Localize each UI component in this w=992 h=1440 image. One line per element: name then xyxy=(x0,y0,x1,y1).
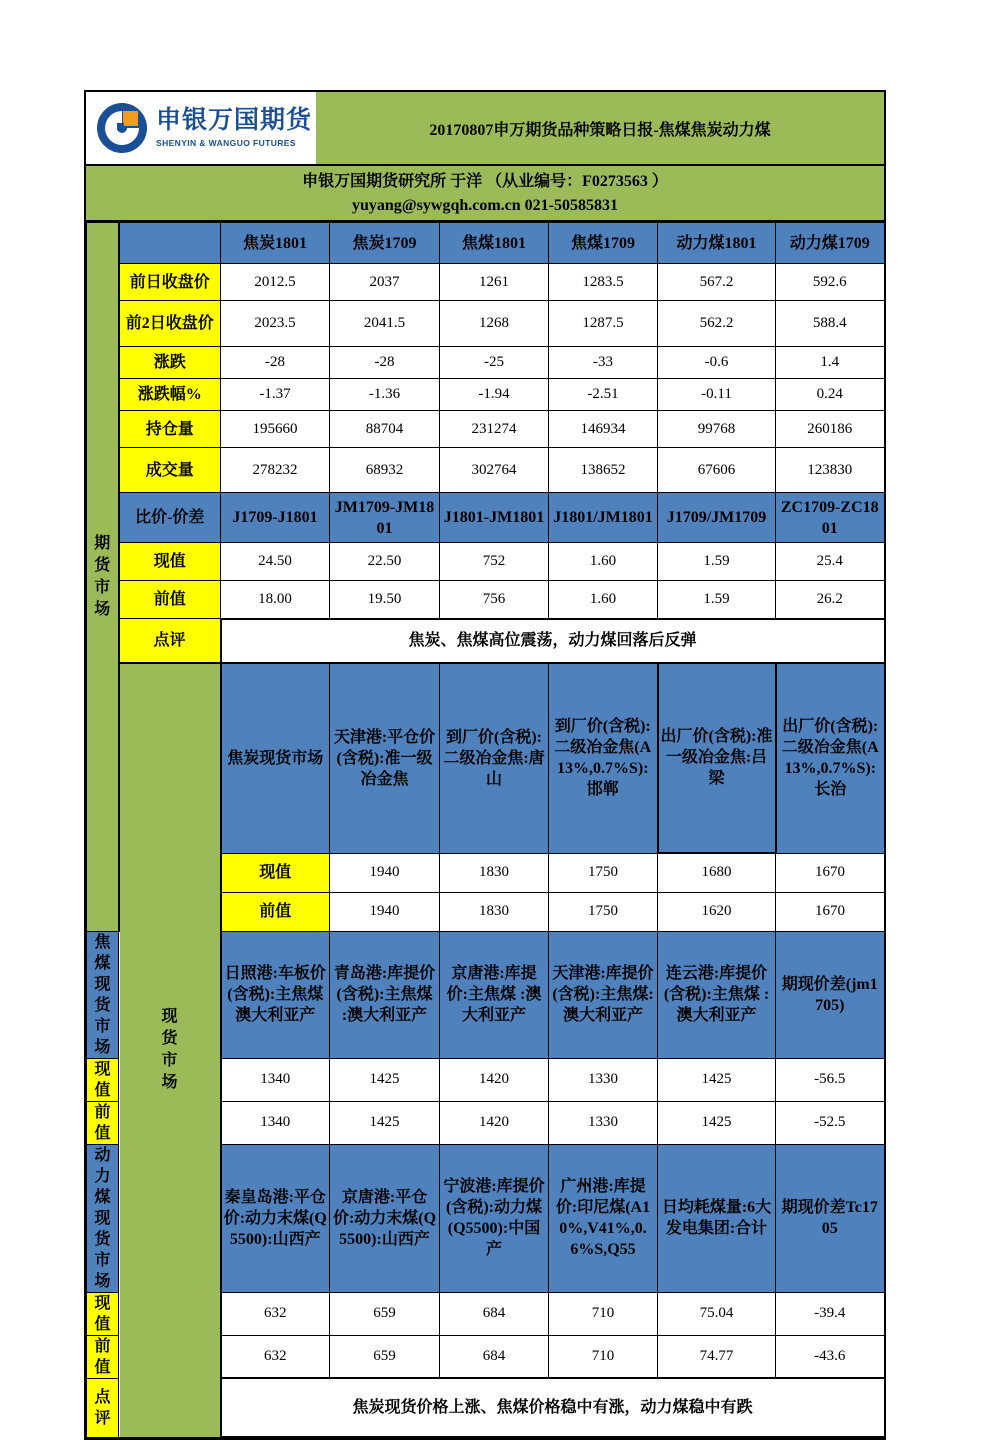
futures-value: 2023.5 xyxy=(221,301,330,347)
futures-value: -28 xyxy=(330,347,440,379)
futures-column-header: 焦炭1709 xyxy=(330,223,440,264)
spread-row-label: 现值 xyxy=(119,543,221,581)
thermal-coal-column-header: 期现价差Tc1705 xyxy=(776,1144,885,1292)
coking-coal-value: 1425 xyxy=(330,1058,440,1101)
coke-value: 1940 xyxy=(330,853,440,892)
thermal-coal-value: 684 xyxy=(440,1292,549,1335)
logo-text xyxy=(156,108,312,148)
shenyin-logo-icon xyxy=(96,102,148,154)
strategy-report-sheet xyxy=(84,90,886,1440)
spread-column-header: JM1709-JM1801 xyxy=(330,493,440,543)
futures-section-label: 期 货 市 场 xyxy=(87,223,119,932)
futures-value: 99768 xyxy=(658,411,776,448)
futures-value: 2012.5 xyxy=(221,264,330,301)
futures-value: 567.2 xyxy=(658,264,776,301)
thermal-coal-value: 74.77 xyxy=(658,1335,776,1378)
thermal-coal-value: 710 xyxy=(549,1292,658,1335)
futures-value: 588.4 xyxy=(776,301,885,347)
thermal-coal-value: 659 xyxy=(330,1335,440,1378)
futures-value: 0.24 xyxy=(776,379,885,411)
futures-value: 592.6 xyxy=(776,264,885,301)
futures-value: -0.11 xyxy=(658,379,776,411)
futures-row-label: 前2日收盘价 xyxy=(119,301,221,347)
coke-row-label: 现值 xyxy=(221,853,330,892)
coking-coal-value: 1425 xyxy=(330,1101,440,1144)
futures-data-row xyxy=(87,448,885,493)
futures-comment-label: 点评 xyxy=(119,619,221,663)
spread-column-header: J1709/JM1709 xyxy=(658,493,776,543)
thermal-coal-value: -43.6 xyxy=(776,1335,885,1378)
futures-value: 195660 xyxy=(221,411,330,448)
thermal-coal-value: 710 xyxy=(549,1335,658,1378)
coking-coal-value: 1420 xyxy=(440,1101,549,1144)
futures-data-row xyxy=(87,411,885,448)
futures-row-label: 成交量 xyxy=(119,448,221,493)
coke-column-header: 出厂价(含税):二级冶金焦(A13%,0.7%S):长治 xyxy=(776,663,885,854)
futures-value: 1283.5 xyxy=(549,264,658,301)
coking-coal-row-label: 现值 xyxy=(87,1058,119,1101)
futures-row-label: 涨跌幅% xyxy=(119,379,221,411)
spread-column-header: J1709-J1801 xyxy=(221,493,330,543)
spread-value: 1.60 xyxy=(549,581,658,619)
futures-value: -1.37 xyxy=(221,379,330,411)
spread-value: 18.00 xyxy=(221,581,330,619)
coke-column-header: 出厂价(含税):准一级冶金焦:吕梁 xyxy=(658,663,776,854)
coke-value: 1830 xyxy=(440,892,549,931)
spread-value: 24.50 xyxy=(221,543,330,581)
spread-value: 1.59 xyxy=(658,543,776,581)
coke-value: 1620 xyxy=(658,892,776,931)
coke-column-header: 天津港:平仓价(含税):准一级冶金焦 xyxy=(330,663,440,854)
spread-column-header: J1801/JM1801 xyxy=(549,493,658,543)
coke-market-label: 焦炭现货市场 xyxy=(221,663,330,854)
coking-coal-value: -56.5 xyxy=(776,1058,885,1101)
futures-data-row xyxy=(87,301,885,347)
coking-coal-column-header: 京唐港:库提价:主焦煤 :澳大利亚产 xyxy=(440,931,549,1058)
futures-row-label: 持仓量 xyxy=(119,411,221,448)
coke-value: 1670 xyxy=(776,853,885,892)
futures-value: 231274 xyxy=(440,411,549,448)
futures-value: 1.4 xyxy=(776,347,885,379)
futures-column-header: 动力煤1709 xyxy=(776,223,885,264)
futures-value: -1.94 xyxy=(440,379,549,411)
coking-coal-value: 1340 xyxy=(221,1101,330,1144)
thermal-coal-column-header: 宁波港:库提价(含税):动力煤(Q5500):中国产 xyxy=(440,1144,549,1292)
futures-value: 138652 xyxy=(549,448,658,493)
futures-value: 278232 xyxy=(221,448,330,493)
company-logo xyxy=(86,92,316,164)
futures-value: -2.51 xyxy=(549,379,658,411)
spread-data-row xyxy=(87,581,885,619)
coke-value: 1750 xyxy=(549,853,658,892)
futures-value: 146934 xyxy=(549,411,658,448)
coke-header-row xyxy=(87,663,885,854)
spread-row-label: 前值 xyxy=(119,581,221,619)
coking-coal-value: -52.5 xyxy=(776,1101,885,1144)
coking-coal-column-header: 连云港:库提价(含税):主焦煤 :澳大利亚产 xyxy=(658,931,776,1058)
coking-coal-row-label: 前值 xyxy=(87,1101,119,1144)
thermal-coal-column-header: 广州港:库提价:印尼煤(A10%,V41%,0.6%S,Q55 xyxy=(549,1144,658,1292)
futures-row-label: 涨跌 xyxy=(119,347,221,379)
thermal-coal-value: -39.4 xyxy=(776,1292,885,1335)
coking-coal-market-label: 焦煤现货市场 xyxy=(87,931,119,1058)
spread-header-row xyxy=(87,493,885,543)
thermal-coal-row-label: 现值 xyxy=(87,1292,119,1335)
spread-value: 1.60 xyxy=(549,543,658,581)
futures-value: 2037 xyxy=(330,264,440,301)
futures-value: 68932 xyxy=(330,448,440,493)
coke-value: 1940 xyxy=(330,892,440,931)
futures-comment-row xyxy=(87,619,885,663)
spot-section-label: 现 货 市 场 xyxy=(119,663,221,1438)
futures-column-header: 动力煤1801 xyxy=(658,223,776,264)
thermal-coal-value: 659 xyxy=(330,1292,440,1335)
thermal-coal-value: 632 xyxy=(221,1335,330,1378)
futures-value: 123830 xyxy=(776,448,885,493)
coking-coal-value: 1425 xyxy=(658,1058,776,1101)
coke-column-header: 到厂价(含税):二级冶金焦(A13%,0.7%S):邯郸 xyxy=(549,663,658,854)
futures-value: 2041.5 xyxy=(330,301,440,347)
thermal-coal-column-header: 京唐港:平仓价:动力末煤(Q5500):山西产 xyxy=(330,1144,440,1292)
report-header xyxy=(86,92,884,166)
author-contact: yuyang@sywgqh.com.cn 021-50585831 xyxy=(351,197,618,214)
coking-coal-value: 1420 xyxy=(440,1058,549,1101)
coke-value: 1830 xyxy=(440,853,549,892)
thermal-coal-value: 632 xyxy=(221,1292,330,1335)
futures-value: 260186 xyxy=(776,411,885,448)
futures-value: -28 xyxy=(221,347,330,379)
futures-column-header: 焦煤1801 xyxy=(440,223,549,264)
futures-comment: 焦炭、焦煤高位震荡，动力煤回落后反弹 xyxy=(221,619,885,663)
data-grid xyxy=(86,222,886,1438)
futures-value: 302764 xyxy=(440,448,549,493)
spread-value: 25.4 xyxy=(776,543,885,581)
futures-data-row xyxy=(87,379,885,411)
futures-value: 88704 xyxy=(330,411,440,448)
coking-coal-column-header: 天津港:库提价(含税):主焦煤:澳大利亚产 xyxy=(549,931,658,1058)
spread-value: 19.50 xyxy=(330,581,440,619)
spread-value: 756 xyxy=(440,581,549,619)
logo-chinese-name: 申银万国期货 xyxy=(156,106,313,134)
spot-comment: 焦炭现货价格上涨、焦煤价格稳中有涨，动力煤稳中有跌 xyxy=(221,1378,885,1437)
coke-value: 1670 xyxy=(776,892,885,931)
spread-column-header: J1801-JM1801 xyxy=(440,493,549,543)
spot-comment-label: 点评 xyxy=(87,1378,119,1437)
report-title: 20170807申万期货品种策略日报-焦煤焦炭动力煤 xyxy=(316,92,884,164)
thermal-coal-row-label: 前值 xyxy=(87,1335,119,1378)
spread-value: 26.2 xyxy=(776,581,885,619)
thermal-coal-market-label: 动力煤现货市场 xyxy=(87,1144,119,1292)
spread-value: 752 xyxy=(440,543,549,581)
thermal-coal-column-header: 日均耗煤量:6大发电集团:合计 xyxy=(658,1144,776,1292)
futures-value: 1261 xyxy=(440,264,549,301)
thermal-coal-column-header: 秦皇岛港:平仓价:动力末煤(Q5500):山西产 xyxy=(221,1144,330,1292)
futures-header-corner xyxy=(119,223,221,264)
author-info xyxy=(86,166,884,222)
futures-value: -25 xyxy=(440,347,549,379)
spread-value: 22.50 xyxy=(330,543,440,581)
futures-value: -1.36 xyxy=(330,379,440,411)
coke-value: 1750 xyxy=(549,892,658,931)
coke-column-header: 到厂价(含税):二级冶金焦:唐山 xyxy=(440,663,549,854)
author-line: 申银万国期货研究所 于洋 （从业编号：F0273563 ） xyxy=(302,173,668,190)
coking-coal-value: 1330 xyxy=(549,1101,658,1144)
futures-value: 1287.5 xyxy=(549,301,658,347)
futures-value: 67606 xyxy=(658,448,776,493)
futures-column-header: 焦炭1801 xyxy=(221,223,330,264)
futures-row-label: 前日收盘价 xyxy=(119,264,221,301)
coking-coal-column-header: 青岛港:库提价(含税):主焦煤 :澳大利亚产 xyxy=(330,931,440,1058)
futures-data-row xyxy=(87,347,885,379)
coking-coal-value: 1330 xyxy=(549,1058,658,1101)
futures-value: -33 xyxy=(549,347,658,379)
futures-header-row xyxy=(87,223,885,264)
spread-value: 1.59 xyxy=(658,581,776,619)
futures-column-header: 焦煤1709 xyxy=(549,223,658,264)
spread-row-label: 比价-价差 xyxy=(119,493,221,543)
futures-data-row xyxy=(87,264,885,301)
futures-value: -0.6 xyxy=(658,347,776,379)
spread-column-header: ZC1709-ZC1801 xyxy=(776,493,885,543)
coking-coal-value: 1425 xyxy=(658,1101,776,1144)
coking-coal-column-header: 日照港:车板价(含税):主焦煤澳大利亚产 xyxy=(221,931,330,1058)
coke-row-label: 前值 xyxy=(221,892,330,931)
thermal-coal-value: 75.04 xyxy=(658,1292,776,1335)
coking-coal-column-header: 期现价差(jm1705) xyxy=(776,931,885,1058)
coke-value: 1680 xyxy=(658,853,776,892)
coking-coal-value: 1340 xyxy=(221,1058,330,1101)
futures-value: 1268 xyxy=(440,301,549,347)
thermal-coal-value: 684 xyxy=(440,1335,549,1378)
futures-value: 562.2 xyxy=(658,301,776,347)
logo-english-name: SHENYIN & WANGUO FUTURES xyxy=(156,138,296,148)
spread-data-row xyxy=(87,543,885,581)
